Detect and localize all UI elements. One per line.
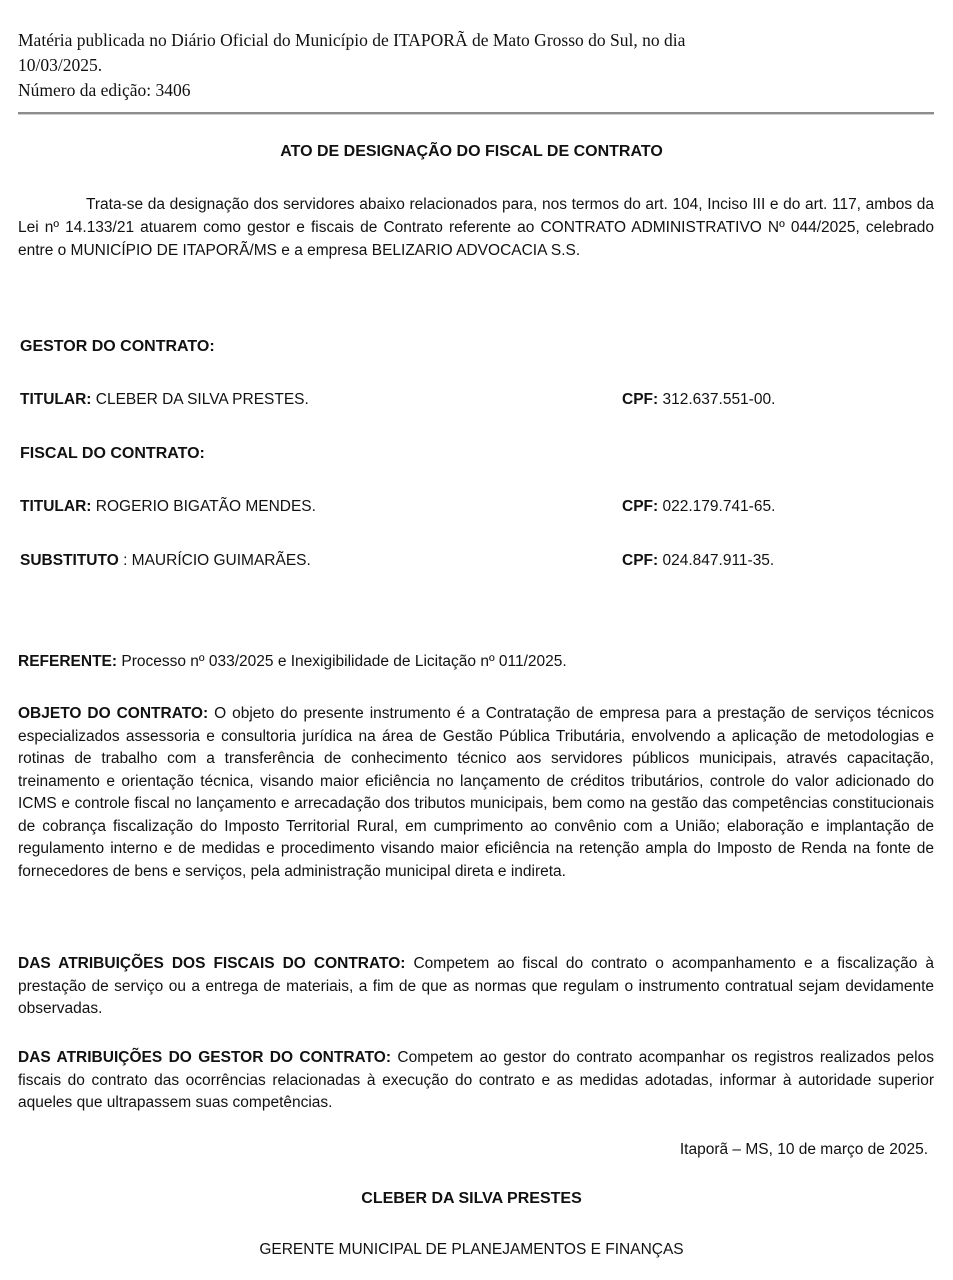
gestor-titular	[20, 391, 309, 409]
place-date: Itaporã – MS, 10 de março de 2025.	[679, 1141, 928, 1158]
publication-line: Matéria publicada no Diário Oficial do Município de ITAPORÃ de Mato Grosso do Sul, no dia	[18, 30, 686, 50]
objeto-text: O objeto do presente instrumento é a Contratação de empresa para a prestação de serviços técnicos especializados assessoria e consultoria jurídica na área de Gestão Pública Tributária, envolvendo a aplicação de metodologias e rotinas de trabalho com a transferência de conhecimento técnico aos servidores públicos municipais, através capacitação, treinamento e orientação técnica, visando maior eficiência no lançamento de créditos tributários, controle do valor adicionado do ICMS e controle fiscal no lançamento e arrecadação dos tributos municipais, bem como na gestão das competências constitucionais de cobrança fiscalização do Imposto Territorial Rural, em cumprimento ao convênio com a União; elaboração e implantação de regulamento interno e de medidas e procedimento visando maior eficiência na retenção ampla do Imposto de Renda na fonte de fornecedores de bens e serviços, pela administração municipal direta e indireta.	[18, 705, 934, 880]
cpf-value: 022.179.741-65.	[662, 498, 776, 515]
fiscal-titular-row	[20, 498, 920, 520]
cpf-label: CPF:	[622, 498, 659, 515]
atribuicoes-fiscais-paragraph	[18, 953, 934, 1021]
referente-text: Processo nº 033/2025 e Inexigibilidade de Licitação nº 011/2025.	[121, 653, 567, 670]
intro-paragraph: Trata-se da designação dos servidores abaixo relacionados para, nos termos do art. 104, Inciso III e do art. 117, ambos da Lei nº 14.133/21 atuarem como gestor e fiscais de Contrato referente ao CONTRATO ADMINISTRATIVO Nº 044/2025, celebrado entre o MUNICÍPIO DE ITAPORÃ/MS e a empresa BELIZARIO ADVOCACIA S.S.	[18, 196, 934, 259]
fiscal-titular-cpf	[622, 498, 775, 516]
referente-label: REFERENTE:	[18, 653, 118, 670]
document-title: ATO DE DESIGNAÇÃO DO FISCAL DE CONTRATO	[280, 143, 663, 160]
cpf-label: CPF:	[622, 552, 659, 569]
gestor-titular-row	[20, 391, 920, 413]
fiscal-heading: FISCAL DO CONTRATO:	[20, 445, 205, 462]
signer-role: GERENTE MUNICIPAL DE PLANEJAMENTOS E FINANÇAS	[259, 1241, 684, 1258]
objeto-paragraph	[18, 703, 934, 883]
titular-label: TITULAR:	[20, 498, 92, 515]
atribuicoes-gestor-text: Competem ao gestor do contrato acompanhar os registros realizados pelos fiscais do contrato das ocorrências relacionadas à execução do contrato e as medidas adotadas, informar à autoridade superior aqueles que ultrapassem suas competências.	[18, 1049, 934, 1111]
atribuicoes-fiscais-text: Competem ao fiscal do contrato o acompanhamento e a fiscalização à prestação de serviço ou a entrega de materiais, a fim de que as normas que regulam o instrumento contratual sejam devidamente observadas.	[18, 955, 934, 1017]
titular-label: TITULAR:	[20, 391, 92, 408]
titular-name: CLEBER DA SILVA PRESTES.	[95, 391, 309, 408]
atribuicoes-fiscais-label: DAS ATRIBUIÇÕES DOS FISCAIS DO CONTRATO:	[18, 955, 406, 972]
fiscal-substituto-cpf	[622, 552, 774, 570]
substituto-label: SUBSTITUTO	[20, 552, 119, 569]
gestor-heading: GESTOR DO CONTRATO:	[20, 338, 215, 355]
cpf-label: CPF:	[622, 391, 659, 408]
cpf-value: 312.637.551-00.	[662, 391, 776, 408]
fiscal-substituto-row	[20, 552, 920, 574]
referente-paragraph	[18, 651, 934, 674]
cpf-value: 024.847.911-35.	[662, 552, 775, 569]
signer-name: CLEBER DA SILVA PRESTES	[361, 1190, 582, 1207]
edition-number: Número da edição: 3406	[18, 80, 191, 100]
substituto-name: : MAURÍCIO GUIMARÃES.	[123, 552, 311, 569]
header-divider	[18, 112, 934, 115]
atribuicoes-gestor-label: DAS ATRIBUIÇÕES DO GESTOR DO CONTRATO:	[18, 1049, 391, 1066]
objeto-label: OBJETO DO CONTRATO:	[18, 705, 209, 722]
fiscal-titular	[20, 498, 316, 516]
titular-name: ROGERIO BIGATÃO MENDES.	[95, 498, 316, 515]
publication-header	[18, 28, 918, 103]
gestor-cpf	[622, 391, 775, 409]
fiscal-substituto	[20, 552, 311, 570]
atribuicoes-gestor-paragraph	[18, 1047, 934, 1115]
publication-date: 10/03/2025.	[18, 55, 103, 75]
